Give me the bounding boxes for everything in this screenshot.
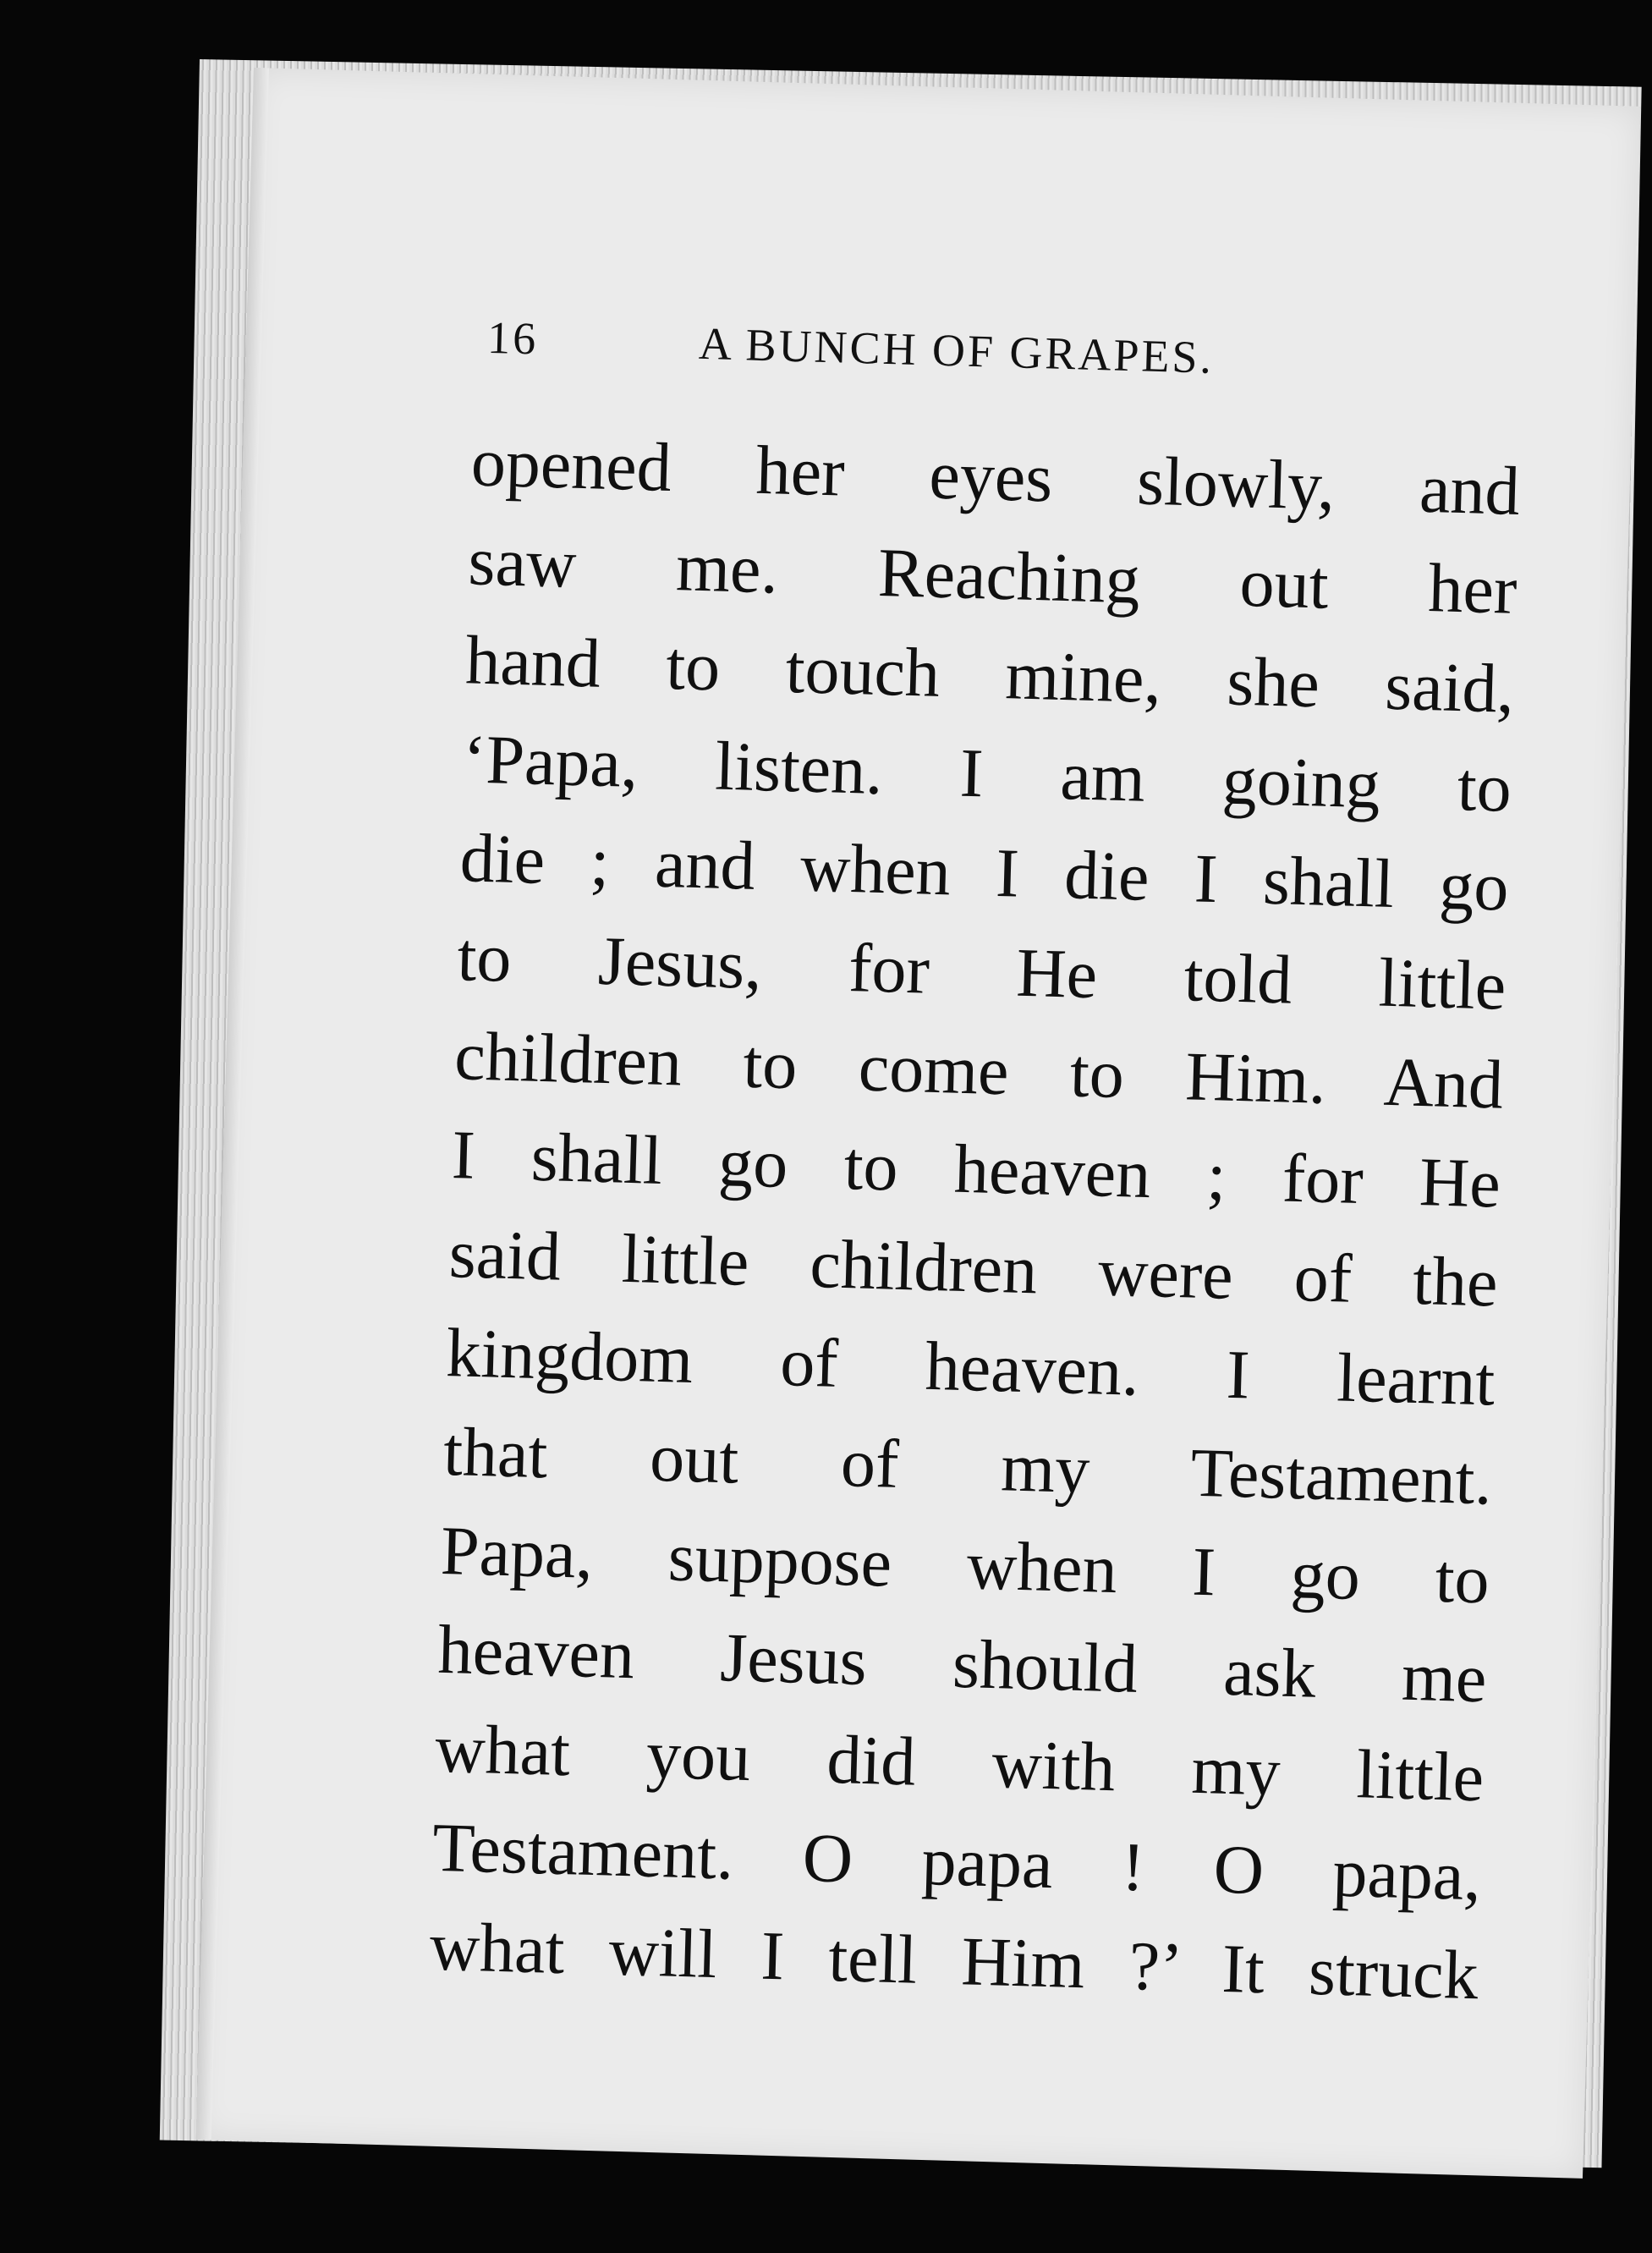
book-page bbox=[196, 68, 1641, 2179]
page-number: 16 bbox=[486, 311, 540, 365]
text-line: what you did with my little bbox=[434, 1709, 1485, 1816]
text-line: die ; and when I die I shall go bbox=[458, 819, 1510, 926]
text-line: Papa, suppose when I go to bbox=[439, 1511, 1490, 1618]
text-line: what will I tell Him ?’ It struck bbox=[428, 1907, 1479, 2014]
text-line: that out of my Testament. bbox=[442, 1412, 1494, 1519]
text-line: Testament. O papa ! O papa, bbox=[431, 1808, 1483, 1915]
running-head bbox=[486, 311, 1368, 383]
text-line: opened her eyes slowly, and bbox=[469, 423, 1521, 530]
book-title: A BUNCH OF GRAPES. bbox=[698, 317, 1215, 383]
text-line: I shall go to heaven ; for He bbox=[450, 1116, 1502, 1223]
text-line: said little children were of the bbox=[447, 1215, 1499, 1322]
text-line: to Jesus, for He told little bbox=[456, 918, 1507, 1025]
text-line: saw me. Reaching out her bbox=[467, 522, 1518, 629]
text-line: children to come to Him. And bbox=[453, 1017, 1505, 1124]
text-line: kingdom of heaven. I learnt bbox=[445, 1313, 1496, 1420]
text-line: hand to touch mine, she said, bbox=[464, 621, 1516, 728]
text-line: ‘Papa, listen. I am going to bbox=[462, 720, 1513, 827]
text-line: heaven Jesus should ask me bbox=[436, 1610, 1488, 1717]
body-text bbox=[428, 412, 1521, 2025]
